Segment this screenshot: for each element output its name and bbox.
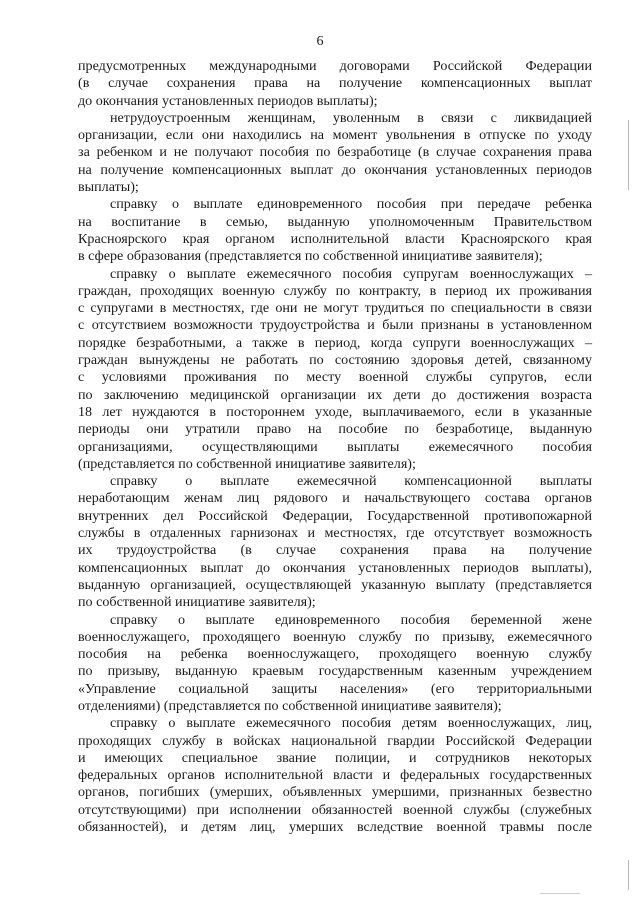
- text-line: организации, если они находились на момент увольнения в отпуске по уходу: [78, 127, 592, 144]
- text-line: до окончания установленных периодов выплаты);: [78, 92, 378, 109]
- text-line: 18 лет нуждаются в постороннем уходе, выплачиваемого, если в указанные: [78, 403, 592, 420]
- text-line: Красноярского края органом исполнительной власти Красноярского края: [78, 230, 592, 247]
- text-line: внутренних дел Российской Федерации, Государственной противопожарной: [78, 507, 592, 524]
- text-line: неработающим женам лиц рядового и начальствующего состава органов: [78, 490, 592, 507]
- text-line: проходящих службу в войсках национальной гвардии Российской Федерации: [78, 732, 592, 749]
- text-line: компенсационных выплат до окончания установленных периодов выплаты),: [78, 559, 592, 576]
- text-line: выданную организацией, осуществляющей указанную выплату (представляется: [78, 576, 592, 593]
- text-line: в сфере образования (представляется по собственной инициативе заявителя);: [78, 248, 543, 265]
- text-line: органов, погибших (умерших, объявленных умершими, признанных безвестно: [78, 784, 592, 801]
- text-line: справку о выплате единовременного пособия беременной жене: [110, 611, 592, 628]
- text-line: и имеющих специальное звание полиции, и сотрудников некоторых: [78, 749, 592, 766]
- text-line: с отсутствием возможности трудоустройства и были признаны в установленном: [78, 317, 592, 334]
- text-line: граждан, проходящих военную службу по контракту, в период их проживания: [78, 282, 592, 299]
- text-line: по собственной инициативе заявителя);: [78, 594, 316, 611]
- scan-margin-mark: [628, 860, 629, 890]
- scan-footer-mark: [540, 893, 580, 894]
- text-line: справку о выплате ежемесячной компенсационной выплаты: [110, 473, 592, 490]
- text-line: справку о выплате единовременного пособия при передаче ребенка: [110, 196, 592, 213]
- text-line: (представляется по собственной инициативе заявителя);: [78, 455, 416, 472]
- text-line: службы в отдаленных гарнизонах и местностях, где отсутствует возможность: [78, 525, 592, 542]
- text-line: справку о выплате ежемесячного пособия супругам военнослужащих –: [110, 265, 592, 282]
- document-body-text: [78, 58, 592, 836]
- text-line: периоды они утратили право на пособие по безработице, выданную: [78, 421, 592, 438]
- text-line: выплаты);: [78, 179, 139, 196]
- scan-margin-mark: [628, 120, 629, 190]
- text-line: с условиями проживания по месту военной службы супругов, если: [78, 369, 592, 386]
- text-line: организациями, осуществляющими выплаты ежемесячного пособия: [78, 438, 592, 455]
- text-line: справку о выплате ежемесячного пособия детям военнослужащих, лиц,: [110, 715, 592, 732]
- page-number: 6: [316, 34, 324, 49]
- text-line: нетрудоустроенным женщинам, уволенным в связи с ликвидацией: [110, 109, 592, 126]
- text-line: отделениями) (представляется по собственной инициативе заявителя);: [78, 697, 502, 714]
- text-line: граждан вынуждены не работать по состоянию здоровья детей, связанному: [78, 352, 592, 369]
- text-line: по призыву, выданную краевым государственным казенным учреждением: [78, 663, 592, 680]
- text-line: порядке безработными, а также в период, когда супруги военнослужащих –: [78, 334, 592, 351]
- text-line: их трудоустройства (в случае сохранения права на получение: [78, 542, 592, 559]
- text-line: по заключению медицинской организации их дети до достижения возраста: [78, 386, 592, 403]
- text-line: обязанностей), и детям лиц, умерших вследствие военной травмы после: [78, 819, 592, 836]
- text-line: пособия на ребенка военнослужащего, проходящего военную службу: [78, 646, 592, 663]
- text-line: (в случае сохранения права на получение компенсационных выплат: [78, 75, 592, 92]
- text-line: с супругами в местностях, где они не могут трудиться по специальности в связи: [78, 300, 592, 317]
- text-line: военнослужащего, проходящего военную службу по призыву, ежемесячного: [78, 628, 592, 645]
- text-line: федеральных органов исполнительной власти и федеральных государственных: [78, 767, 592, 784]
- text-line: на получение компенсационных выплат до окончания установленных периодов: [78, 161, 592, 178]
- text-line: отсутствующими) при исполнении обязанностей военной службы (служебных: [78, 801, 592, 818]
- text-line: на воспитание в семью, выданную уполномоченным Правительством: [78, 213, 592, 230]
- text-line: «Управление социальной защиты населения» (его территориальными: [78, 680, 592, 697]
- text-line: предусмотренных международными договорами Российской Федерации: [78, 58, 592, 74]
- text-line: за ребенком и не получают пособия по безработице (в случае сохранения права: [78, 144, 592, 161]
